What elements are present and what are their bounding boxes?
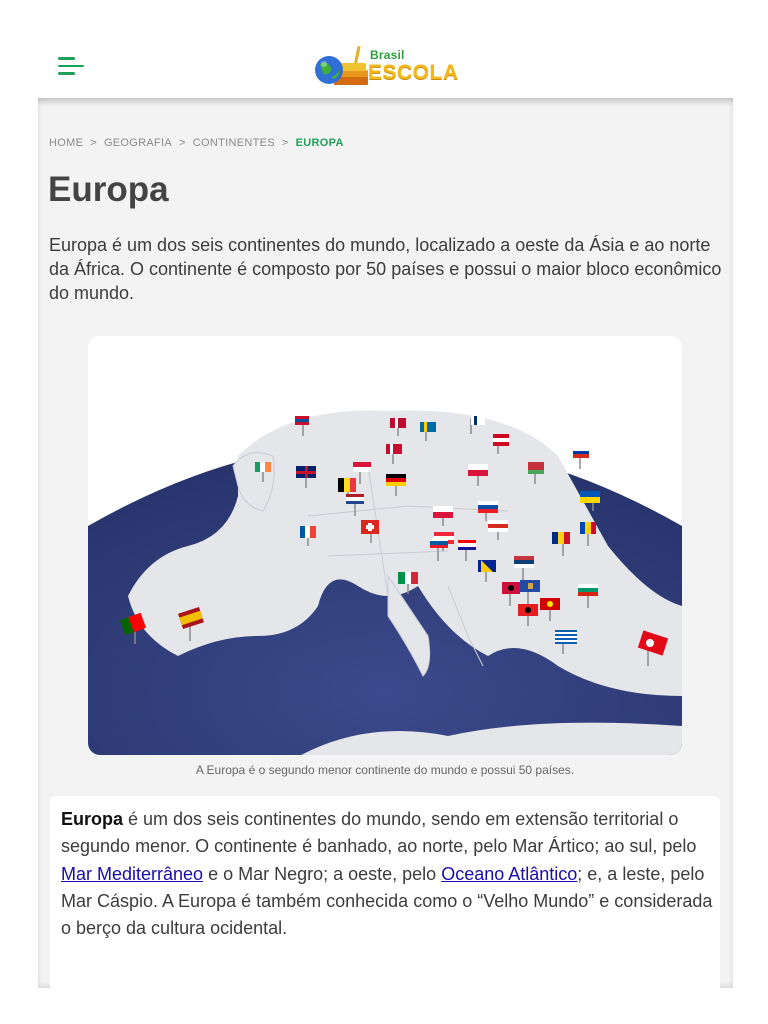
brasil-escola-logo[interactable] xyxy=(312,44,462,90)
body-text-3: ; e, a leste, pelo Mar Cáspio. A Europa é também conhecida como o “Velho Mundo” e considerada o berço da cultura ocidental. xyxy=(61,863,713,939)
header-shadow xyxy=(38,98,733,106)
breadcrumb-geografia[interactable]: GEOGRAFIA xyxy=(103,137,173,149)
breadcrumb-separator: > xyxy=(90,137,97,149)
figure-caption: A Europa é o segundo menor continente do mundo e possui 50 países. xyxy=(195,763,575,777)
body-bold-term: Europa xyxy=(61,809,124,829)
site-header xyxy=(0,0,768,98)
breadcrumb xyxy=(49,137,344,149)
breadcrumb-current: EUROPA xyxy=(295,137,344,149)
link-oceano-atlantico[interactable]: Oceano Atlântico xyxy=(441,863,578,884)
page-bottom xyxy=(0,988,768,1024)
body-text-2: e o Mar Negro; a oeste, pelo xyxy=(203,863,442,884)
logo-brasil-text: Brasil xyxy=(370,48,405,62)
breadcrumb-separator: > xyxy=(281,137,289,149)
globe-books-icon xyxy=(312,44,372,90)
article-body xyxy=(61,806,713,942)
breadcrumb-separator: > xyxy=(179,137,186,149)
europe-flags-map-image xyxy=(88,336,682,755)
body-text-1: é um dos seis continentes do mundo, sendo em extensão territorial o segundo menor. O continente é banhado, ao norte, pelo Mar Ártico; ao sul, pelo xyxy=(61,809,697,857)
breadcrumb-home[interactable]: HOME xyxy=(49,137,84,149)
logo-escola-text: ESCOLA xyxy=(368,61,459,84)
hamburger-menu-icon[interactable] xyxy=(58,55,86,77)
link-mar-mediterraneo[interactable]: Mar Mediterrâneo xyxy=(61,863,204,884)
breadcrumb-continentes[interactable]: CONTINENTES xyxy=(192,137,275,149)
article-lead: Europa é um dos seis continentes do mundo, localizado a oeste da Ásia e ao norte da África. O continente é composto por 50 países e possui o maior bloco econômico do mundo. xyxy=(49,235,722,303)
europe-map-illustration xyxy=(88,336,682,755)
page-title: Europa xyxy=(48,170,169,209)
